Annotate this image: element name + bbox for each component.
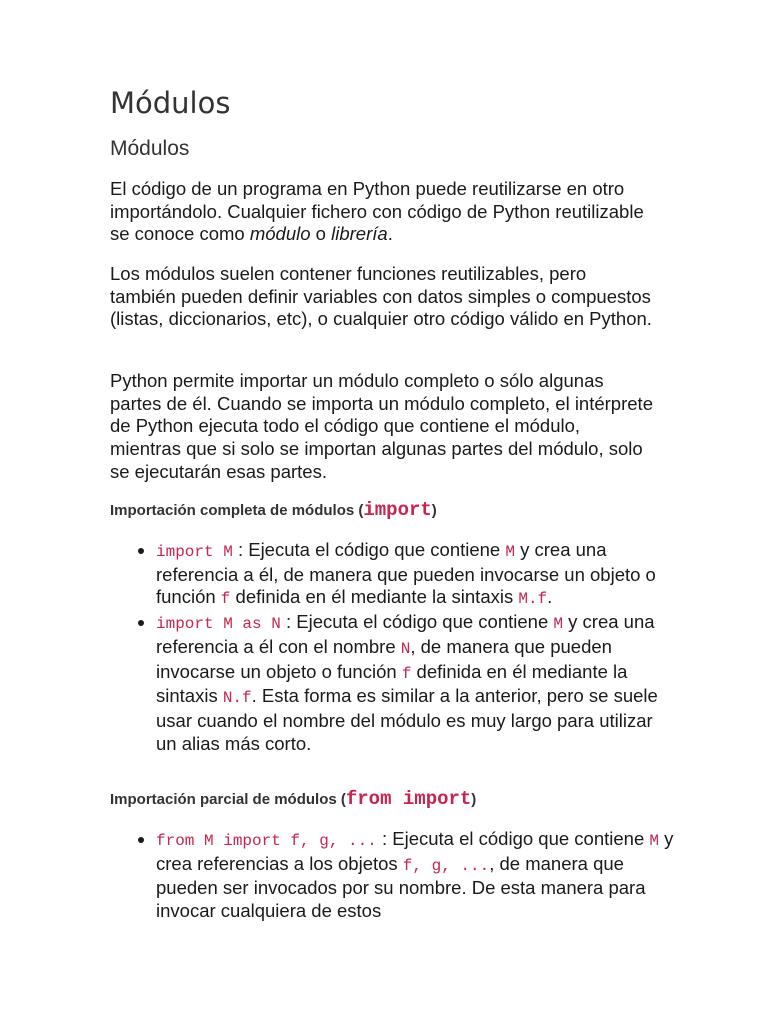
heading-full-code: import — [363, 499, 432, 521]
p1-end: . — [387, 223, 393, 245]
p1-em-modulo: módulo — [249, 223, 311, 245]
code-inline: f, g, ... — [402, 856, 490, 875]
page-title: Módulos — [110, 86, 231, 120]
item-text: y crea referencias a los objetos — [156, 828, 674, 874]
code-inline: N.f — [222, 689, 252, 708]
item-text: , de manera que pueden invocarse un objeto o función — [156, 635, 612, 682]
p1-text: El código de un programa en Python puede reutilizarse en otro importándolo. Cualquier fichero con código de Python reutilizable se conoce como — [110, 178, 644, 245]
item-text: y crea una referencia a él con el nombre — [156, 611, 655, 657]
partial-import-list — [130, 828, 676, 923]
heading-partial-text: Importación parcial de módulos ( — [110, 791, 346, 808]
intro-paragraph-2: Los módulos suelen contener funciones reutilizables, pero también pueden definir variables con datos simples o compuestos (listas, diccionarios, etc), o cualquier otro código válido en Python. — [110, 263, 652, 330]
section-heading-full-import — [110, 499, 437, 521]
heading-full-close: ) — [431, 502, 437, 519]
code-inline: M — [505, 543, 515, 561]
code-inline: N — [400, 639, 411, 658]
list-item — [156, 611, 676, 755]
item-text: definida en él mediante la sintaxis — [230, 586, 519, 608]
heading-full-text: Importación completa de módulos ( — [110, 502, 364, 519]
intro-paragraph-1 — [110, 178, 655, 246]
item-text: : Ejecuta el código que contiene — [376, 828, 650, 849]
code-inline: f — [401, 664, 412, 683]
item-text: . Esta forma es similar a la anterior, pero se suele usar cuando el nombre del módulo es muy largo para utilizar un alias más corto. — [156, 685, 658, 754]
code-inline: f — [220, 590, 231, 609]
code-from-import: from M import f, g, ... — [156, 832, 377, 850]
code-import-m: import M — [156, 543, 233, 561]
section-heading-partial-import — [110, 788, 476, 810]
item-text: , de manera que pueden ser invocados por su nombre. De esta manera para invocar cualquiera de estos — [156, 852, 646, 922]
code-inline: M.f — [518, 590, 548, 609]
list-item — [156, 539, 676, 611]
page-subtitle: Módulos — [110, 137, 190, 160]
heading-partial-close: ) — [471, 791, 477, 808]
code-inline: M — [649, 832, 660, 850]
item-text: definida en él mediante la sintaxis — [156, 660, 628, 707]
p1-mid: o — [310, 223, 332, 245]
item-text: : Ejecuta el código que contiene — [280, 611, 554, 633]
item-text: : Ejecuta el código que contiene — [232, 539, 506, 560]
full-import-list — [130, 539, 676, 755]
item-text: y crea una referencia a él, de manera que pueden invocarse un objeto o función — [156, 539, 656, 608]
list-item — [156, 828, 676, 923]
code-inline: M — [553, 615, 563, 634]
heading-partial-code: from import — [345, 788, 472, 810]
code-import-m-as-n: import M as N — [156, 615, 281, 634]
intro-paragraph-3: Python permite importar un módulo completo o sólo algunas partes de él. Cuando se importa un módulo completo, el intérprete de Python ejecuta todo el código que contiene el módulo, mientras que si solo se importan algunas partes del módulo, solo se ejecutarán esas partes. — [110, 370, 653, 482]
p1-em-libreria: librería — [331, 223, 388, 245]
item-text: . — [547, 586, 553, 608]
